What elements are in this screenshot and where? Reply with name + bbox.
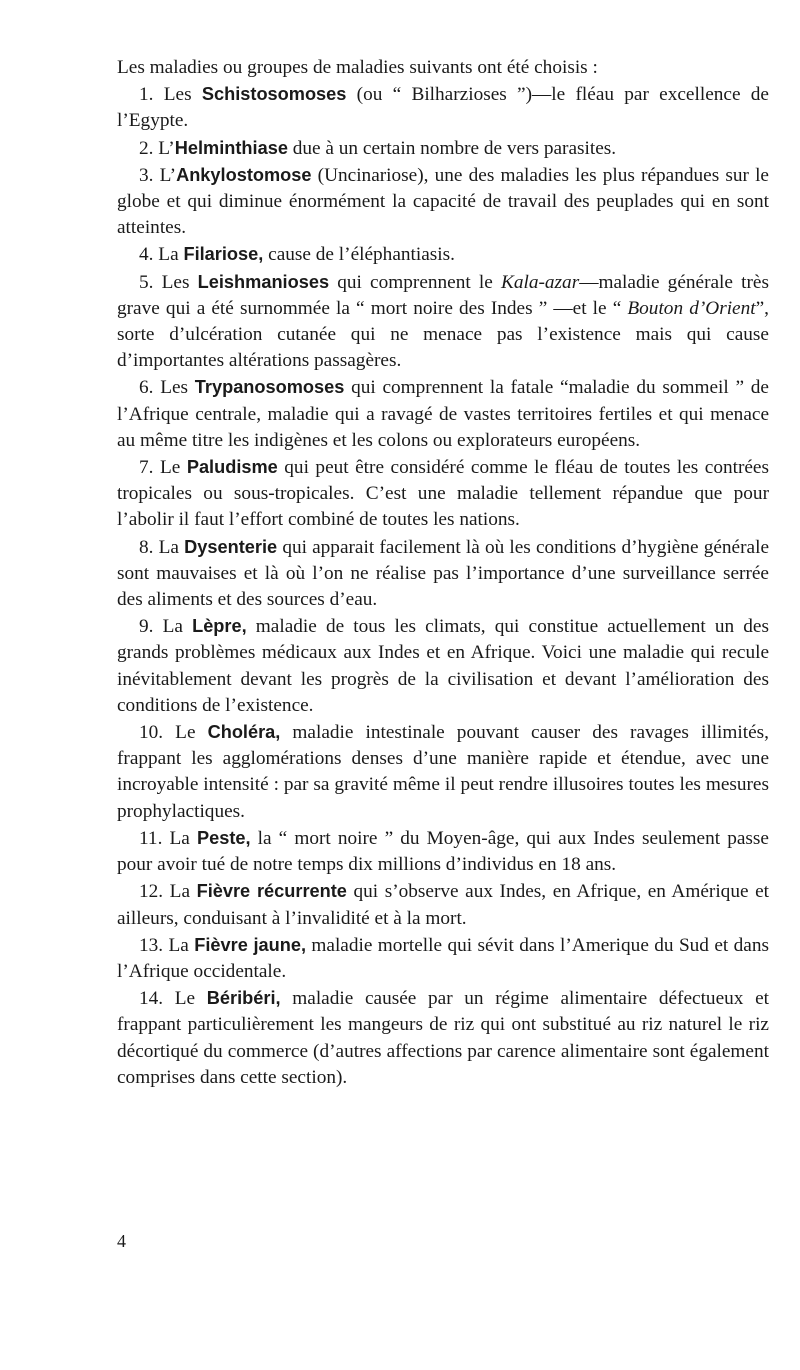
item-prefix: Les (163, 84, 202, 106)
item-prefix: La (162, 616, 193, 638)
item-term: Ankylostomose (176, 164, 312, 185)
list-item (117, 454, 769, 534)
item-text: cause de l’éléphantiasis. (263, 244, 455, 266)
item-number: 6. (139, 377, 154, 399)
item-text: maladie de tous les climats, qui constitue actuellement un des grands problèmes médicaux aux Indes et en Afrique. Voici une maladie qui recule inévitablement devant les progrès de la civilisation et devant l’amélioration des conditions de l’existence. (117, 616, 769, 716)
list-item (117, 719, 769, 825)
item-prefix: Les (161, 271, 198, 293)
item-number: 2. (139, 137, 154, 159)
item-term: Trypanosomoses (194, 377, 345, 398)
item-number: 8. (139, 536, 154, 558)
item-text: (ou “ Bilharzioses ”)—le fléau par excellence de l’Egypte. (117, 84, 769, 132)
item-text: —maladie générale très grave qui a été surnommée la “ mort noire des Indes ” —et le “ (117, 271, 769, 319)
item-number: 7. (139, 457, 154, 479)
item-prefix: La (158, 244, 184, 266)
item-text: qui comprennent le (329, 271, 501, 293)
item-italic-term: Bouton d’Orient (627, 297, 756, 319)
list-item (117, 825, 769, 878)
item-text: due à un certain nombre de vers parasites. (287, 137, 617, 159)
item-prefix: L’ (159, 164, 177, 186)
item-number: 11. (139, 827, 163, 849)
item-text: qui comprennent la fatale “maladie du sommeil ” de l’Afrique centrale, maladie qui a ravagé de vastes territoires fertiles et qui menace au même titre les indigènes et les colons ou explorateurs européens. (117, 377, 769, 451)
item-text: maladie mortelle qui sévit dans l’Amerique du Sud et dans l’Afrique occidentale. (117, 934, 769, 982)
item-text: maladie intestinale pouvant causer des ravages illimités, frappant les agglomérations denses d’une manière rapide et étendue, avec une incroyable intensité : par sa gravité même il peut rendre illusoires toutes les mesures prophylactiques. (117, 722, 769, 822)
item-text: (Uncinariose), une des maladies les plus répandues sur le globe et qui diminue énormément la capacité de travail des peuplades qui en sont atteintes. (117, 164, 769, 239)
item-term: Choléra, (207, 722, 281, 743)
list-item (117, 269, 769, 375)
list-item (117, 932, 769, 985)
item-prefix: La (169, 881, 197, 903)
item-prefix: Le (174, 988, 207, 1010)
item-term: Béribéri, (206, 988, 281, 1009)
item-term: Fièvre récurrente (196, 881, 347, 902)
item-prefix: L’ (158, 137, 175, 159)
item-number: 14. (139, 988, 164, 1010)
item-prefix: La (169, 827, 197, 849)
item-number: 10. (139, 722, 164, 744)
item-text: qui peut être considéré comme le fléau de toutes les contrées tropicales ou sous-tropicales. C’est une maladie tellement répandue que pour l’abolir il faut l’effort combiné de toutes les nations. (117, 457, 769, 531)
item-text: maladie causée par un régime alimentaire défectueux et frappant particulièrement les mangeurs de riz qui ont substitué au riz naturel le riz décortiqué du commerce (d’autres affections par carence alimentaire sont également comprises dans cette section). (117, 988, 769, 1088)
item-term: Helminthiase (174, 137, 288, 158)
intro-paragraph: Les maladies ou groupes de maladies suivants ont été choisis : (117, 57, 598, 78)
item-italic-term: Kala-azar (500, 271, 580, 293)
item-term: Dysenterie (184, 536, 278, 557)
list-item (117, 135, 769, 162)
list-item (117, 241, 769, 268)
item-text: qui s’observe aux Indes, en Afrique, en Amérique et ailleurs, conduisant à l’invalidité et à la mort. (117, 881, 769, 929)
item-term: Fièvre jaune, (194, 934, 306, 955)
item-number: 5. (139, 271, 154, 293)
item-number: 4. (139, 244, 154, 266)
item-term: Paludisme (186, 457, 278, 478)
item-prefix: Le (159, 457, 187, 479)
item-number: 9. (139, 616, 154, 638)
item-term: Schistosomoses (201, 84, 347, 105)
item-prefix: Les (160, 377, 195, 399)
list-item (117, 878, 769, 931)
item-text: qui apparait facilement là où les conditions d’hygiène générale sont mauvaises et là où l’on ne réalise pas l’importance d’une surveillance serrée des aliments et des sources d’eau. (117, 536, 770, 611)
item-prefix: La (158, 536, 185, 558)
item-term: Peste, (196, 827, 251, 848)
list-item (117, 613, 769, 719)
list-item (117, 534, 769, 614)
list-item (117, 162, 769, 242)
item-term: Lèpre, (192, 616, 247, 637)
page-number: 4 (117, 1231, 126, 1251)
item-text: ”, sorte d’ulcération cutanée qui ne menace pas l’existence mais qui cause d’importantes altérations passagères. (117, 297, 769, 372)
document-page (117, 55, 769, 1091)
list-item (117, 81, 769, 134)
item-number: 1. (139, 84, 154, 106)
item-term: Filariose, (183, 244, 264, 265)
item-number: 12. (139, 881, 164, 903)
item-prefix: Le (175, 722, 208, 744)
list-item (117, 985, 769, 1091)
item-number: 3. (139, 164, 154, 186)
item-text: la “ mort noire ” du Moyen-âge, qui aux Indes seulement passe pour avoir tué de notre temps dix millions d’individus en 18 ans. (117, 827, 769, 876)
item-number: 13. (139, 934, 164, 956)
list-item (117, 374, 769, 454)
item-prefix: La (168, 934, 195, 956)
item-term: Leishmanioses (197, 271, 330, 292)
